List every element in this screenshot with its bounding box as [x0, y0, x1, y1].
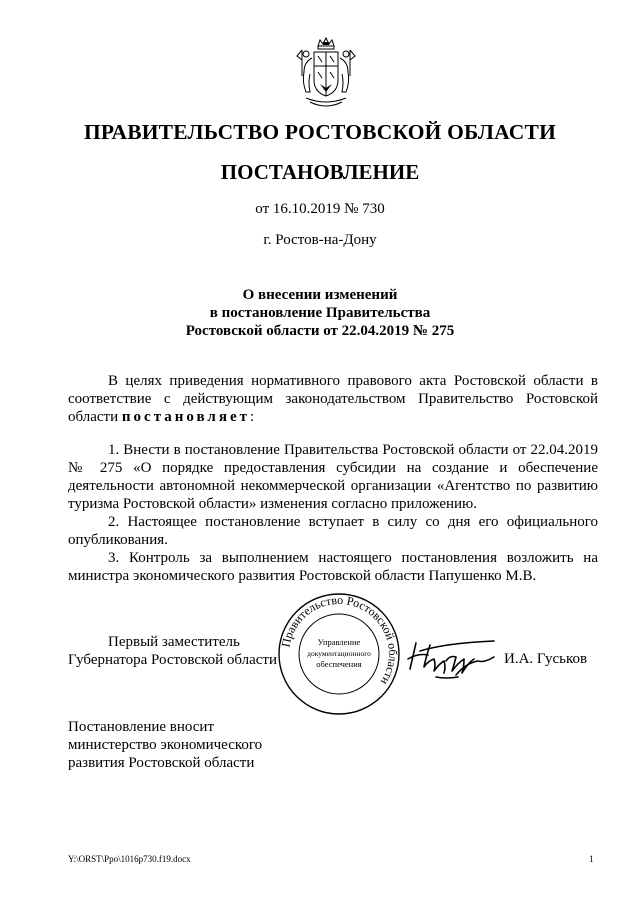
government-title: ПРАВИТЕЛЬСТВО РОСТОВСКОЙ ОБЛАСТИ	[83, 120, 556, 144]
stamp-center-line: обеспечения	[316, 659, 362, 669]
introducer-line: министерство экономического	[68, 737, 263, 753]
document-city: г. Ростов-на-Дону	[263, 232, 377, 248]
document-subject	[0, 286, 640, 340]
resolution-point: 1. Внести в постановление Правительства Ростовской области от 22.04.2019 № 275 «О порядке предоставления субсидии на создание и обеспечение деятельности автономной некоммерческой организации «Агентство по развитию туризма Ростовской области» изменения согласно приложению.	[68, 442, 598, 512]
stamp-center-line: документационного	[307, 649, 371, 658]
handwritten-signature	[406, 633, 498, 683]
stamp-center-line: Управление	[317, 637, 361, 647]
subject-line: О внесении изменений	[242, 287, 398, 303]
stamp-ring-text: Правительство Ростовской области	[278, 592, 401, 688]
preamble-paragraph	[68, 372, 598, 426]
signer-position-line: Первый заместитель	[108, 634, 240, 650]
signer-name: И.А. Гуськов	[504, 651, 588, 667]
preamble-text: В целях приведения нормативного правового акта Ростовской области в соответствие с действующим законодательством Правительство Ростовской области	[68, 373, 598, 425]
official-stamp	[276, 591, 402, 717]
signer-position-line: Губернатора Ростовской области	[68, 652, 278, 668]
subject-line: в постановление Правительства	[209, 305, 431, 321]
footer-file-path: Y:\ORST\Ppo\1016p730.f19.docx	[68, 854, 191, 864]
introducer-line: Постановление вносит	[68, 719, 215, 735]
signer-position	[68, 633, 277, 669]
resolution-point: 2. Настоящее постановление вступает в силу со дня его официального опубликования.	[68, 514, 598, 548]
document-date-number: от 16.10.2019 № 730	[255, 201, 385, 217]
page-number: 1	[589, 854, 594, 864]
resolution-point: 3. Контроль за выполнением настоящего постановления возложить на министра экономического развития Ростовской области Папушенко М.В.	[68, 550, 598, 584]
document-type: ПОСТАНОВЛЕНИЕ	[220, 160, 420, 184]
subject-line: Ростовской области от 22.04.2019 № 275	[185, 323, 455, 339]
resolves-word: постановляет	[121, 409, 250, 425]
coat-of-arms-icon	[296, 36, 356, 112]
resolution-points	[68, 441, 598, 585]
introducer-line: развития Ростовской области	[68, 755, 255, 771]
introducer-block	[68, 718, 262, 772]
preamble-colon: :	[250, 409, 255, 425]
preamble	[68, 372, 598, 426]
